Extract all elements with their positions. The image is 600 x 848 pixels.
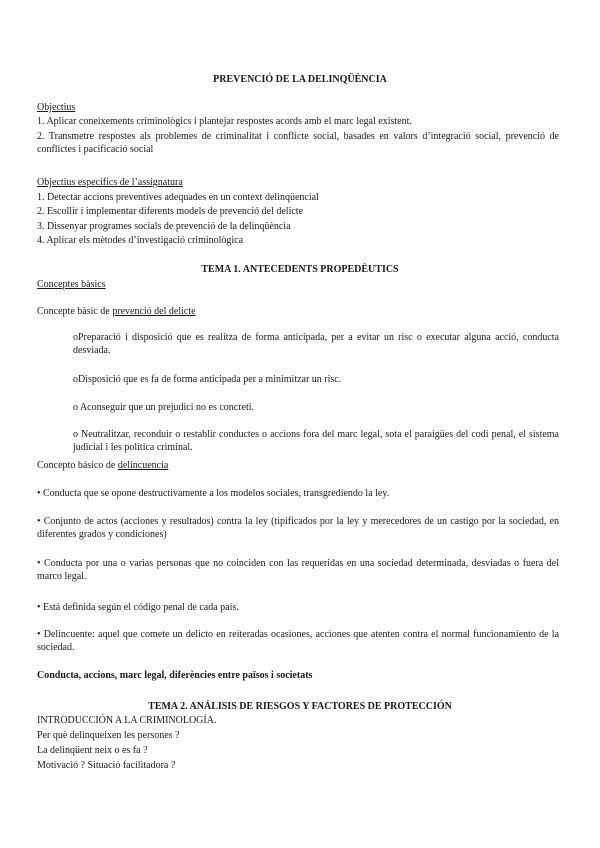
prevencio-concept-line <box>37 305 196 318</box>
especific-item: 1. Detectar accions preventives adequades en un context delinqüencial <box>37 192 319 203</box>
especific-item: 2. Escollir i implementar diferents models de prevenció del delicte <box>37 206 304 217</box>
conceptes-heading: Conceptes bàsics <box>37 279 106 290</box>
prevencio-item: o Neutralitzar, reconduir o restablir conductes o accions fora del marc legal, sota el paraigües del codi penal, el sistema judicial i les política criminal. <box>73 429 559 453</box>
delincuencia-item: • Delincuente: aquel que comete un delicto en reiteradas ocasiones, acciones que atenten contra el normal funcionamiento de la sociedad. <box>37 629 559 653</box>
delincuencia-item: • Conducta por una o varias personas que no coinciden con las requeridas en una sociedad determinada, desviadas o fuera del marco legal. <box>37 558 559 582</box>
prevencio-item: o Aconseguir que un prejudici no es concreti. <box>73 402 255 413</box>
especific-item: 4. Aplicar els mètodes d’investigació criminològica <box>37 235 244 246</box>
objectiu-item: 2. Transmetre respostes als problemes de criminalitat i conflicte social, basades en valors d’integració social, prevenció de conflictes i pacificació social <box>37 131 559 155</box>
delincuencia-term: delincuencia <box>117 460 169 471</box>
objectiu-item: 1. Aplicar coneixements criminològics i plantejar respostes acords amb el marc legal existent. <box>37 116 412 127</box>
prevencio-item: oDisposició que es fa de forma anticipada per a minimitzar un risc. <box>73 374 342 385</box>
prevencio-prefix: Concepte bàsic de <box>37 306 113 317</box>
delincuencia-prefix: Concepto básico de <box>37 460 118 471</box>
prevencio-term: prevenció del delicte <box>112 306 196 317</box>
especifics-heading: Objectius específics de l’assignatura <box>37 177 183 188</box>
tema2-title: TEMA 2. ANÁLISIS DE RIESGOS Y FACTORES DE PROTECCIÓN <box>148 701 452 712</box>
delincuencia-item: • Conjunto de actos (acciones y resultados) contra la ley (tipificados por la ley y merecedores de un castigo por la sociedad, en diferentes grados y condiciones) <box>37 516 559 540</box>
tema1-closing: Conducta, accions, marc legal, diferències entre països i societats <box>37 670 313 681</box>
tema1-title: TEMA 1. ANTECEDENTS PROPEDÈUTICS <box>201 264 399 275</box>
tema2-line: INTRODUCCIÓN A LA CRIMINOLOGÍA. <box>37 715 217 726</box>
delincuencia-concept-line <box>37 459 168 472</box>
tema2-line: Per què delinqueixen les persones ? <box>37 730 180 741</box>
tema2-line: La delinqüent neix o es fa ? <box>37 745 148 756</box>
especific-item: 3. Dissenyar programes socials de prevenció de la delinqüència <box>37 221 291 232</box>
document-title: PREVENCIÓ DE LA DELINQÜÈNCIA <box>213 74 387 85</box>
prevencio-item: oPreparació i disposició que es realitza de forma anticipada, per a evitar un risc o executar alguna acció, conducta desviada. <box>73 332 559 356</box>
delincuencia-item: • Está definida según el código penal de cada país. <box>37 602 239 613</box>
tema2-line: Motivació ? Situació facilitadora ? <box>37 760 176 771</box>
delincuencia-item: • Conducta que se opone destructivamente a los modelos sociales, transgrediendo la ley. <box>37 488 390 499</box>
objectius-heading: Objectius <box>37 102 76 113</box>
